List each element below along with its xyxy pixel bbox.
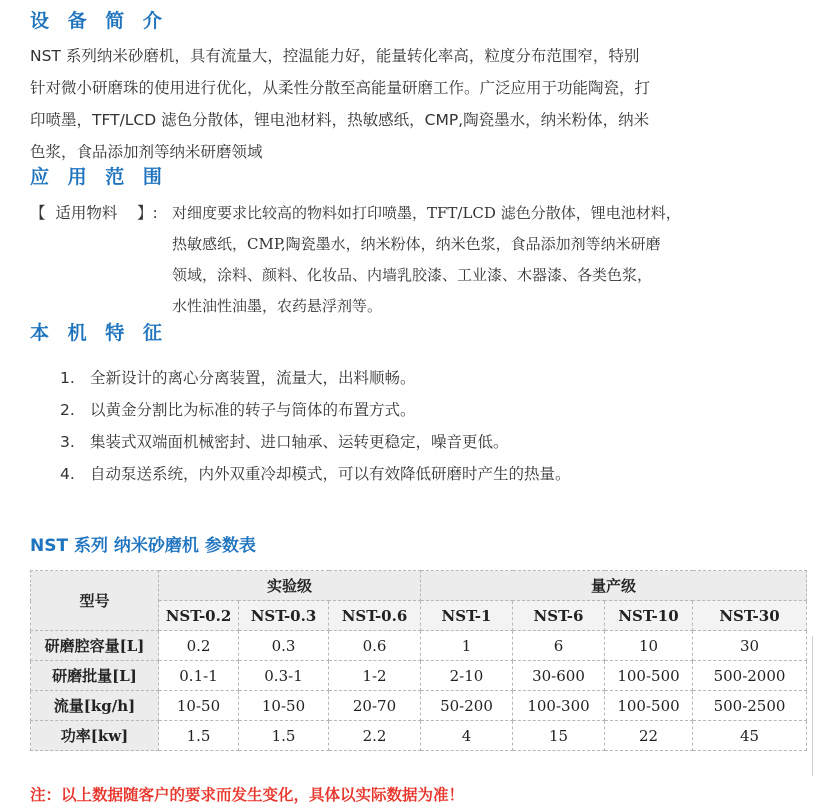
table-cell: 30 [693,631,807,661]
feature-item [60,426,571,458]
feature-number: 3. [60,433,75,451]
intro-paragraph [30,40,800,168]
params-table-title: NST 系列 纳米砂磨机 参数表 [30,536,256,556]
lab-grade-header: 实验级 [159,571,421,601]
table-cell: 100-500 [605,691,693,721]
application-heading: 应 用 范 围 [30,166,168,188]
row-label: 功率[kw] [31,721,159,751]
intro-line: 印喷墨，TFT/LCD 滤色分散体，锂电池材料，热敏感纸，CMP,陶瓷墨水，纳米粉体，纳米 [30,111,650,129]
feature-text: 全新设计的离心分离装置，流量大，出料顺畅。 [90,369,416,387]
table-row [31,721,807,751]
intro-line: 针对微小研磨珠的使用进行优化，从柔性分散至高能量研磨工作。广泛应用于功能陶瓷，打 [30,79,651,97]
table-cell: 0.3 [239,631,329,661]
table-cell: 10 [605,631,693,661]
table-cell: 1.5 [239,721,329,751]
feature-text: 自动泵送系统，内外双重冷却模式，可以有效降低研磨时产生的热量。 [90,465,571,483]
table-row [31,661,807,691]
table-cell: 45 [693,721,807,751]
table-row [31,691,807,721]
table-cell: 10-50 [159,691,239,721]
table-cell: 20-70 [329,691,421,721]
table-cell: 100-300 [513,691,605,721]
table-cell: 0.2 [159,631,239,661]
table-edge-line [812,636,813,776]
model-name: NST-6 [513,601,605,631]
intro-heading: 设 备 简 介 [30,10,168,32]
table-cell: 50-200 [421,691,513,721]
production-grade-header: 量产级 [421,571,807,601]
intro-line: NST 系列纳米砂磨机，具有流量大，控温能力好，能量转化率高，粒度分布范围窄，特别 [30,47,640,65]
feature-item [60,362,571,394]
feature-text: 集装式双端面机械密封、进口轴承、运转更稳定，噪音更低。 [90,433,509,451]
table-cell: 2.2 [329,721,421,751]
model-name: NST-0.2 [159,601,239,631]
table-cell: 22 [605,721,693,751]
disclaimer-note: 注：以上数据随客户的要求而发生变化，具体以实际数据为准！ [30,786,465,804]
features-heading: 本 机 特 征 [30,322,168,344]
feature-item [60,394,571,426]
feature-text: 以黄金分割比为标准的转子与筒体的布置方式。 [90,401,416,419]
model-header: 型号 [31,571,159,631]
table-cell: 1 [421,631,513,661]
table-cell: 10-50 [239,691,329,721]
application-line: 水性油性油墨，农药悬浮剂等。 [172,297,383,315]
table-cell: 100-500 [605,661,693,691]
table-row [31,631,807,661]
model-name: NST-1 [421,601,513,631]
table-cell: 0.1-1 [159,661,239,691]
table-cell: 2-10 [421,661,513,691]
features-list [60,362,571,490]
table-cell: 6 [513,631,605,661]
table-cell: 15 [513,721,605,751]
table-cell: 4 [421,721,513,751]
params-table [30,570,807,751]
feature-item [60,458,571,490]
application-line: 热敏感纸，CMP,陶瓷墨水，纳米粉体，纳米色浆，食品添加剂等纳米研磨 [172,235,661,253]
table-cell: 1-2 [329,661,421,691]
model-name: NST-0.6 [329,601,421,631]
application-line: 领域，涂料、颜料、化妆品、内墙乳胶漆、工业漆、木器漆、各类色浆， [172,266,653,284]
table-cell: 1.5 [159,721,239,751]
table-cell: 500-2000 [693,661,807,691]
model-name: NST-30 [693,601,807,631]
table-cell: 500-2500 [693,691,807,721]
table-cell: 0.3-1 [239,661,329,691]
application-line: 对细度要求比较高的物料如打印喷墨，TFT/LCD 滤色分散体，锂电池材料， [172,204,681,222]
material-tag: 【 适用物料 】: [30,204,158,222]
feature-number: 4. [60,465,75,483]
feature-number: 2. [60,401,75,419]
model-name: NST-0.3 [239,601,329,631]
intro-line: 色浆，食品添加剂等纳米研磨领域 [30,143,263,161]
row-label: 流量[kg/h] [31,691,159,721]
model-name: NST-10 [605,601,693,631]
application-text [172,198,772,322]
table-cell: 0.6 [329,631,421,661]
feature-number: 1. [60,369,75,387]
row-label: 研磨腔容量[L] [31,631,159,661]
table-cell: 30-600 [513,661,605,691]
row-label: 研磨批量[L] [31,661,159,691]
